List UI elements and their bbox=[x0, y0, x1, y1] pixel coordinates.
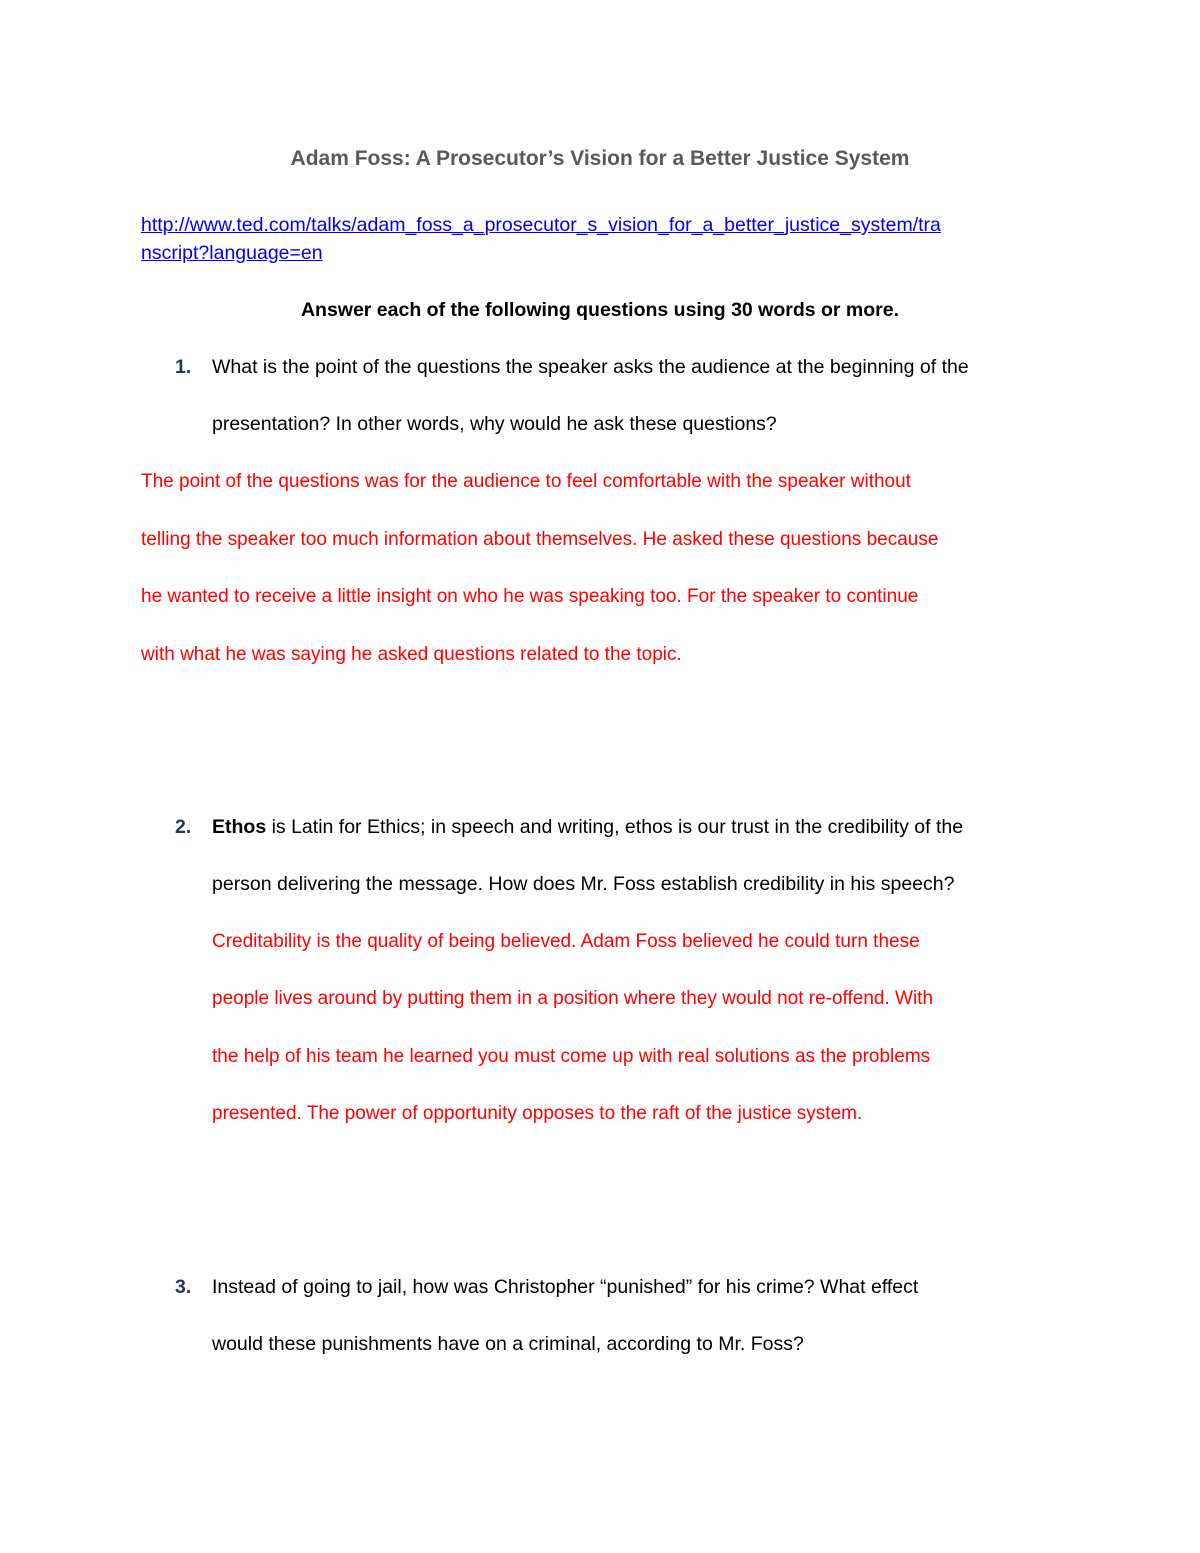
instructions: Answer each of the following questions using 30 words or more. bbox=[300, 299, 900, 321]
answer-1-line-4: with what he was saying he asked questions related to the topic. bbox=[141, 644, 682, 665]
link-line-2[interactable]: nscript?language=en bbox=[141, 242, 323, 264]
question-2-line-1-rest: is Latin for Ethics; in speech and writing, ethos is our trust in the credibility of the bbox=[266, 816, 964, 838]
link-line-1[interactable]: http://www.ted.com/talks/adam_foss_a_prosecutor_s_vision_for_a_better_justice_system/tra bbox=[141, 214, 941, 236]
question-2-line-2: person delivering the message. How does Mr. Foss establish credibility in his speech? bbox=[212, 873, 955, 895]
question-3-line-1: Instead of going to jail, how was Christopher “punished” for his crime? What effect bbox=[212, 1276, 919, 1298]
ted-transcript-link[interactable] bbox=[141, 211, 1061, 267]
question-2-line-1 bbox=[212, 813, 963, 841]
answer-2-line-2: people lives around by putting them in a position where they would not re-offend. With bbox=[212, 988, 934, 1009]
answer-2-line-4: presented. The power of opportunity opposes to the raft of the justice system. bbox=[212, 1103, 863, 1124]
answer-1-line-2: telling the speaker too much information about themselves. He asked these questions because bbox=[141, 529, 939, 550]
ethos-term: Ethos bbox=[212, 816, 267, 838]
answer-2-line-1: Creditability is the quality of being believed. Adam Foss believed he could turn these bbox=[212, 931, 920, 952]
question-3-number: 3. bbox=[175, 1276, 192, 1298]
question-2-number: 2. bbox=[175, 816, 192, 838]
question-1-number: 1. bbox=[175, 356, 192, 378]
document-title: Adam Foss: A Prosecutor’s Vision for a Better Justice System bbox=[290, 147, 910, 170]
answer-1-line-3: he wanted to receive a little insight on who he was speaking too. For the speaker to continue bbox=[141, 586, 919, 607]
question-3-line-2: would these punishments have on a criminal, according to Mr. Foss? bbox=[212, 1333, 804, 1355]
question-1-line-2: presentation? In other words, why would he ask these questions? bbox=[212, 413, 777, 435]
question-1-line-1: What is the point of the questions the speaker asks the audience at the beginning of the bbox=[212, 356, 969, 378]
answer-1-line-1: The point of the questions was for the audience to feel comfortable with the speaker without bbox=[141, 471, 911, 492]
answer-2-line-3: the help of his team he learned you must come up with real solutions as the problems bbox=[212, 1046, 931, 1067]
